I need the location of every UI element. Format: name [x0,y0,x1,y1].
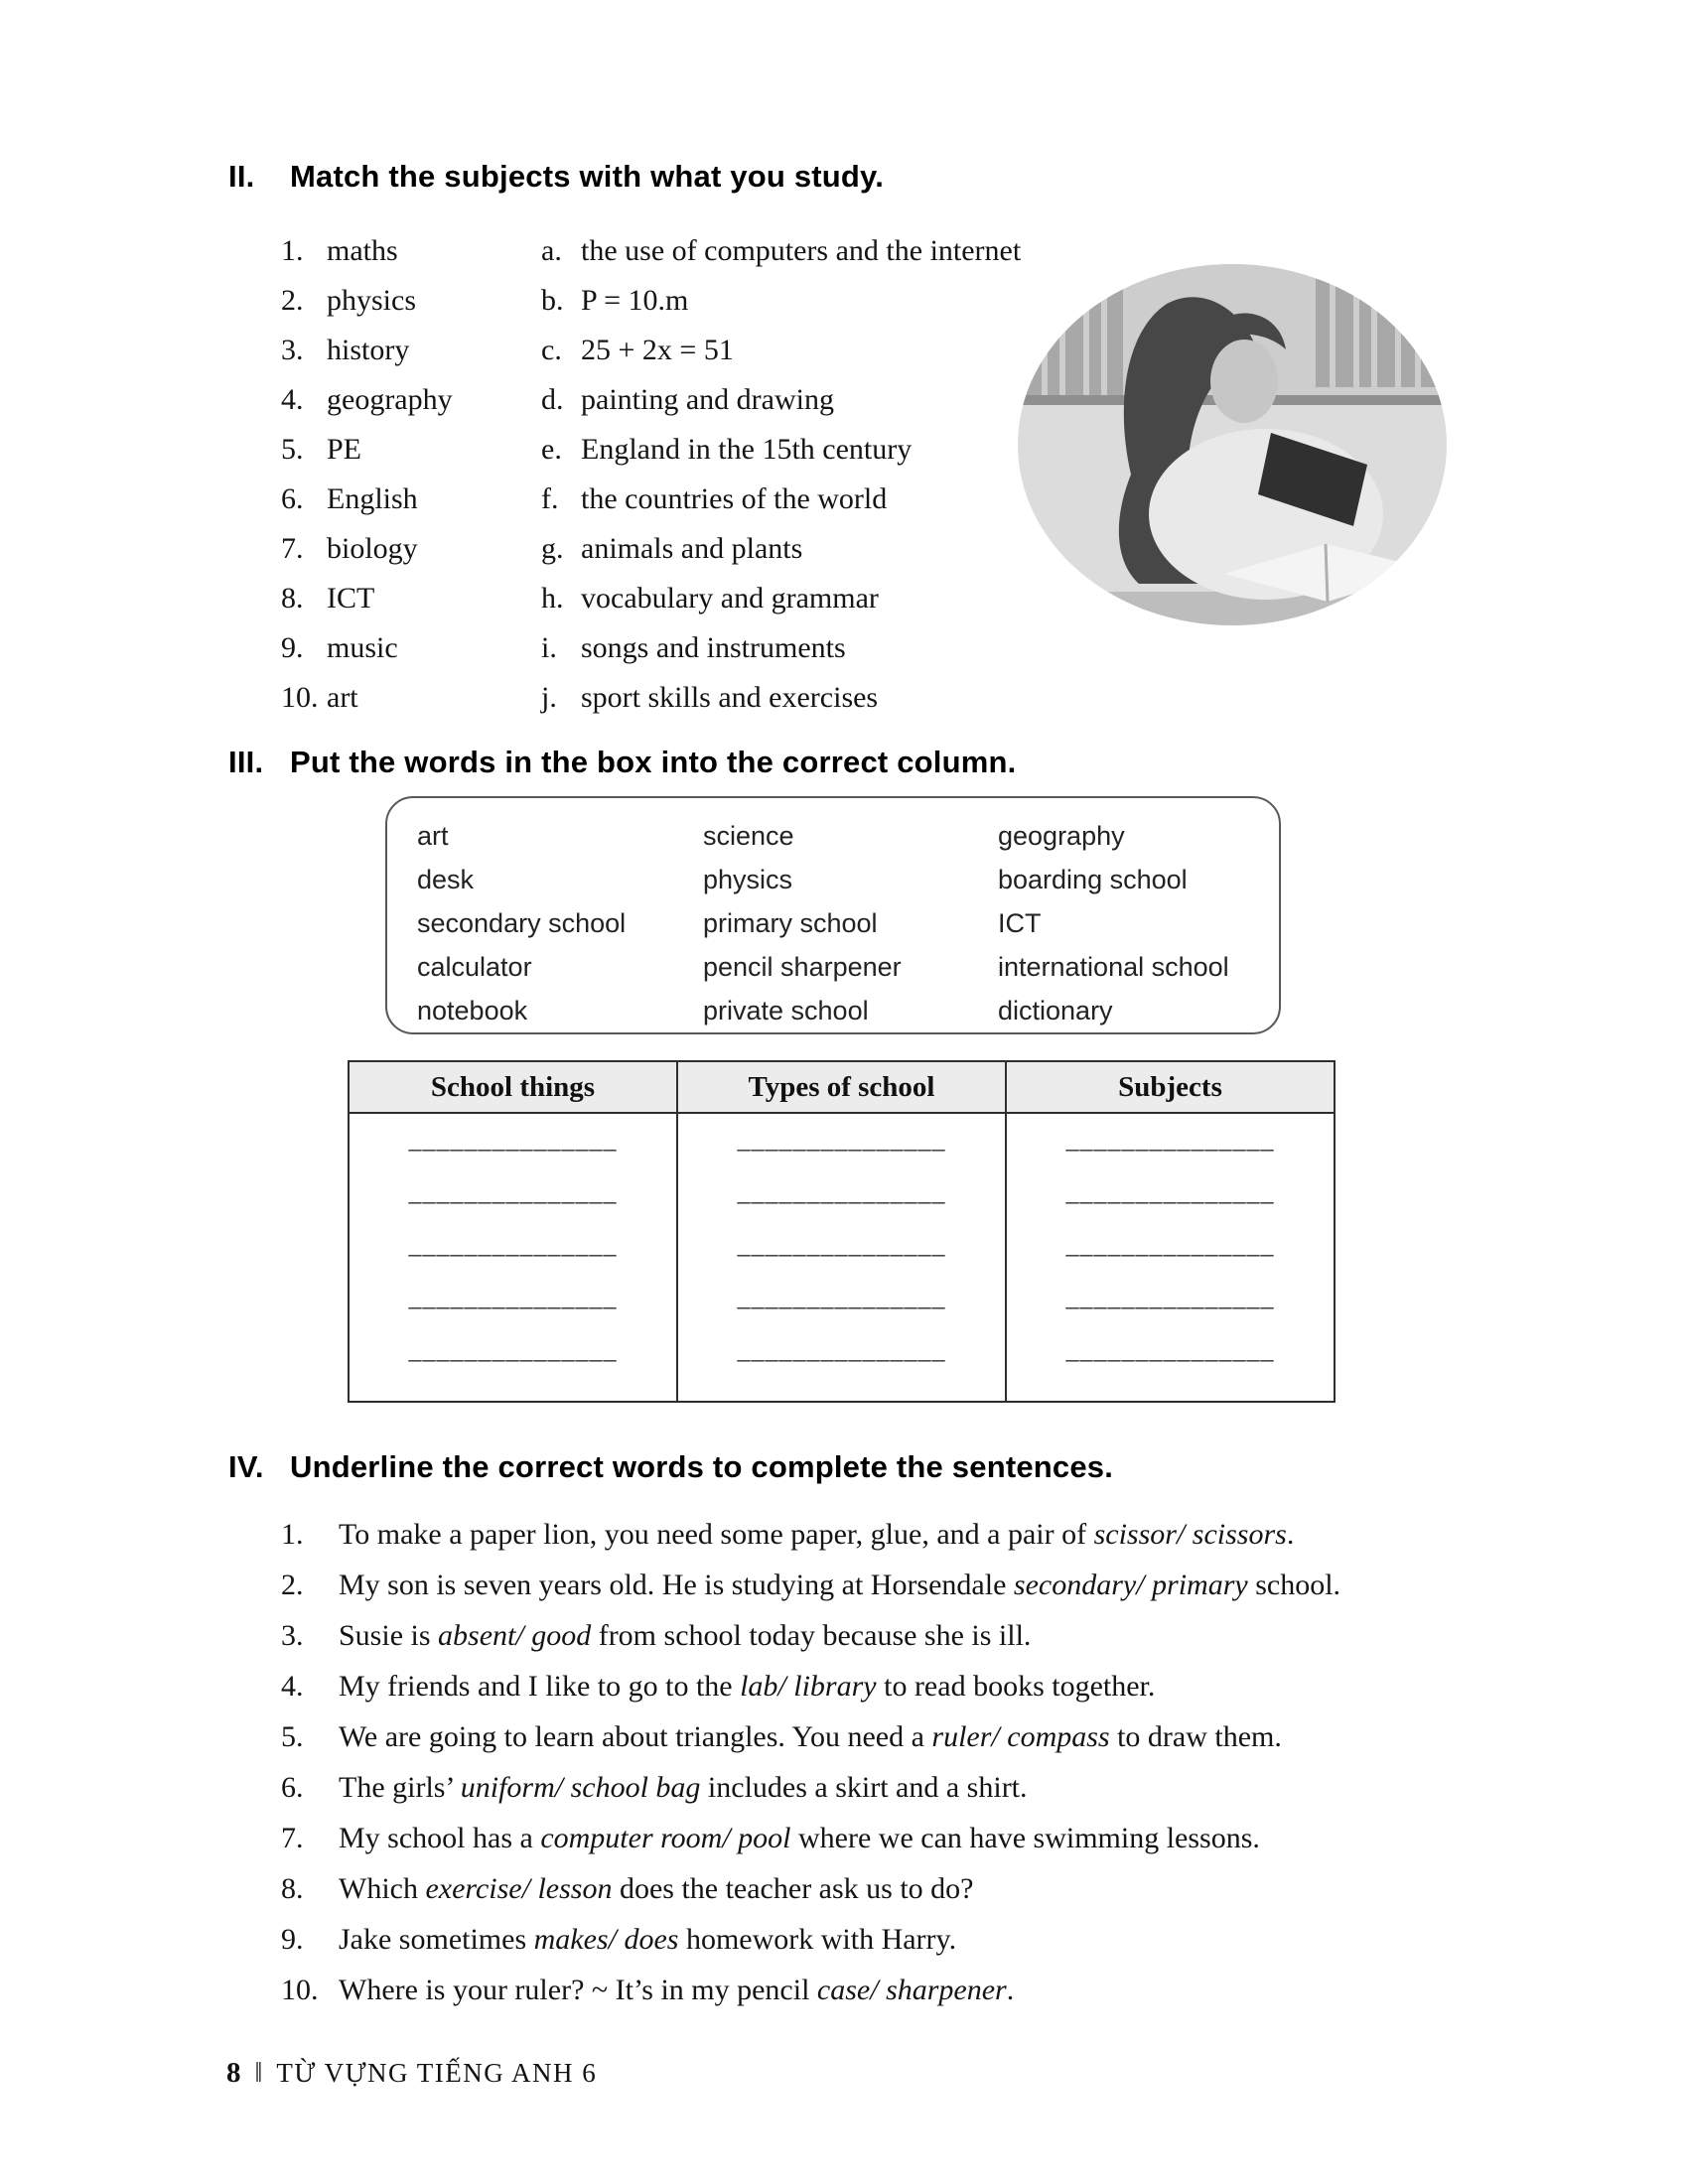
sentence [339,1711,1532,1762]
match-option-letter: e. [541,433,562,466]
word: international school [998,952,1229,982]
match-option-text: sport skills and exercises [581,681,879,714]
match-option-letter: g. [541,532,564,565]
sentence [339,1560,1532,1610]
exercise4-title: Underline the correct words to complete the sentences. [290,1449,1114,1484]
sentence-post: to draw them. [1109,1720,1282,1753]
sentence-post: school. [1247,1569,1341,1601]
answer-blank-cell[interactable] [349,1165,677,1218]
answer-blank: _______________ [1065,1176,1275,1206]
sentence-number: 4. [281,1670,304,1703]
exercise4-number: IV. [228,1449,264,1484]
answer-blank: _______________ [408,1229,618,1259]
sentence-post: to read books together. [876,1670,1156,1703]
word: notebook [417,996,528,1025]
match-subject: geography [327,383,453,416]
sorting-table [348,1060,1336,1403]
answer-blank-cell[interactable] [349,1323,677,1376]
answer-blank: _______________ [737,1282,946,1311]
match-option-letter: i. [541,631,557,664]
match-option-letter: b. [541,284,564,317]
exercise2-heading [228,159,884,195]
choice-words[interactable]: case/ sharpener [816,1974,1007,2006]
exercise2-number: II. [228,159,255,194]
match-subject: PE [327,433,362,466]
word: ICT [998,908,1042,938]
word: primary school [703,908,878,938]
match-option-letter: c. [541,334,562,366]
sentence-number: 1. [281,1518,304,1551]
page-footer [226,2057,597,2090]
match-item-number: 1. [281,234,304,267]
match-option-text: painting and drawing [581,383,834,416]
table-row [349,1113,1335,1165]
answer-blank: _______________ [737,1176,946,1206]
word: science [703,821,794,851]
sentence-pre: Where is your ruler? ~ It’s in my pencil [339,1974,817,2006]
word: desk [417,865,475,894]
choice-words[interactable]: ruler/ compass [931,1720,1110,1753]
answer-blank: _______________ [408,1125,618,1154]
choice-words[interactable]: secondary/ primary [1013,1569,1248,1601]
table-row [349,1165,1335,1218]
footer-divider: ‖ [254,2058,263,2089]
sentence-pre: Susie is [339,1619,439,1652]
word: boarding school [998,865,1188,894]
word: calculator [417,952,532,982]
answer-blank-cell[interactable] [1006,1165,1335,1218]
answer-blank: _______________ [408,1334,618,1364]
match-option-letter: h. [541,582,564,614]
choice-words[interactable]: lab/ library [740,1670,877,1703]
table-spacer-row [349,1376,1335,1402]
sentence-post: from school today because she is ill. [591,1619,1032,1652]
word-box-column-1 [417,814,703,1032]
match-option-text: England in the 15th century [581,433,913,466]
word: secondary school [417,908,627,938]
choice-words[interactable]: scissor/ scissors [1093,1518,1287,1551]
sentence-post: where we can have swimming lessons. [790,1822,1260,1854]
match-option-letter: d. [541,383,564,416]
word: pencil sharpener [703,952,902,982]
sentence [339,1863,1532,1914]
sentence [339,1813,1532,1863]
match-subject: physics [327,284,416,317]
word: art [417,821,449,851]
choice-words[interactable]: makes/ does [533,1923,679,1956]
sentence-post: . [1286,1518,1295,1551]
match-item-number: 8. [281,582,304,614]
answer-blank-cell[interactable] [1006,1218,1335,1271]
answer-blank: _______________ [1065,1229,1275,1259]
sentence-number: 2. [281,1569,304,1601]
match-subject: history [327,334,410,366]
answer-blank: _______________ [1065,1334,1275,1364]
match-option-letter: f. [541,482,559,515]
match-item-number: 7. [281,532,304,565]
table-row [349,1218,1335,1271]
match-item-number: 4. [281,383,304,416]
sentence [339,1965,1532,2015]
answer-blank-cell[interactable] [349,1113,677,1165]
choice-words[interactable]: exercise/ lesson [425,1872,613,1905]
sentence [339,1509,1532,1560]
sentence-number: 10. [281,1974,319,2006]
table-header-types-of-school: Types of school [677,1061,1006,1113]
answer-blank: _______________ [737,1125,946,1154]
sentence-post: includes a skirt and a shirt. [700,1771,1028,1804]
word-box-column-3 [998,814,1229,1032]
exercise3-heading [228,745,1016,780]
table-spacer-cell [1006,1376,1335,1402]
match-option-text: 25 + 2x = 51 [581,334,734,366]
word: dictionary [998,996,1113,1025]
page-number: 8 [226,2057,241,2089]
match-subject: ICT [327,582,375,614]
sentence [339,1914,1532,1965]
sentence [339,1661,1532,1711]
word-box [385,796,1281,1034]
table-header-row [349,1061,1335,1113]
answer-blank-cell[interactable] [1006,1271,1335,1323]
answer-blank: _______________ [1065,1125,1275,1154]
choice-words[interactable]: computer room/ pool [540,1822,791,1854]
match-item-number: 6. [281,482,304,515]
word: private school [703,996,869,1025]
sentence-pre: Which [339,1872,426,1905]
sentence-number: 9. [281,1923,304,1956]
sentence-pre: Jake sometimes [339,1923,534,1956]
match-option-text: the countries of the world [581,482,888,515]
answer-blank: _______________ [737,1334,946,1364]
exercise2-title: Match the subjects with what you study. [290,159,885,194]
sentence-pre: My friends and I like to go to the [339,1670,741,1703]
sentence-list [281,1509,1532,2015]
sentence [339,1762,1532,1813]
book-title: TỪ VỰNG TIẾNG ANH 6 [276,2058,598,2088]
answer-blank-cell[interactable] [349,1271,677,1323]
answer-blank: _______________ [1065,1282,1275,1311]
word: geography [998,821,1125,851]
sentence-number: 3. [281,1619,304,1652]
answer-blank: _______________ [408,1176,618,1206]
match-item-number: 10. [281,681,319,714]
match-subject: music [327,631,398,664]
sentence-number: 5. [281,1720,304,1753]
answer-blank-cell[interactable] [1006,1323,1335,1376]
match-option-letter: a. [541,234,562,267]
match-item-number: 9. [281,631,304,664]
answer-blank: _______________ [737,1229,946,1259]
table-header-school-things: School things [349,1061,677,1113]
match-option-text: animals and plants [581,532,803,565]
sentence-pre: To make a paper lion, you need some paper, glue, and a pair of [339,1518,1094,1551]
sentence-pre: My son is seven years old. He is studying at Horsendale [339,1569,1014,1601]
sentence-number: 7. [281,1822,304,1854]
word-box-column-2 [703,814,998,1032]
answer-blank: _______________ [408,1282,618,1311]
choice-words[interactable]: absent/ good [438,1619,592,1652]
sentence-pre: The girls’ [339,1771,461,1804]
table-row [349,1271,1335,1323]
match-option-letter: j. [541,681,557,714]
answer-blank-cell[interactable] [677,1165,1006,1218]
answer-blank-cell[interactable] [349,1218,677,1271]
sentence-post: does the teacher ask us to do? [612,1872,974,1905]
student-reading-photo [1018,264,1447,625]
exercise3-title: Put the words in the box into the correct column. [290,745,1017,779]
sentence-post: homework with Harry. [678,1923,957,1956]
match-subject: art [327,681,358,714]
match-option-text: P = 10.m [581,284,689,317]
match-item-number: 3. [281,334,304,366]
table-spacer-cell [677,1376,1006,1402]
sentence-pre: We are going to learn about triangles. You need a [339,1720,932,1753]
match-item-number: 2. [281,284,304,317]
choice-words[interactable]: uniform/ school bag [460,1771,701,1804]
answer-blank-cell[interactable] [677,1113,1006,1165]
match-item-number: 5. [281,433,304,466]
word: physics [703,865,793,894]
match-subject: English [327,482,418,515]
answer-blank-cell[interactable] [677,1218,1006,1271]
exercise3-number: III. [228,745,264,779]
match-subject: biology [327,532,418,565]
match-subject: maths [327,234,398,267]
match-option-text: the use of computers and the internet [581,234,1022,267]
exercise4-heading [228,1449,1113,1485]
match-option-text: songs and instruments [581,631,846,664]
match-option-text: vocabulary and grammar [581,582,879,614]
answer-blank-cell[interactable] [1006,1113,1335,1165]
answer-blank-cell[interactable] [677,1323,1006,1376]
table-spacer-cell [349,1376,677,1402]
table-row [349,1323,1335,1376]
sentence-post: . [1006,1974,1015,2006]
sentence-number: 6. [281,1771,304,1804]
table-header-subjects: Subjects [1006,1061,1335,1113]
sentence-number: 8. [281,1872,304,1905]
sentence-pre: My school has a [339,1822,541,1854]
answer-blank-cell[interactable] [677,1271,1006,1323]
sentence [339,1610,1532,1661]
